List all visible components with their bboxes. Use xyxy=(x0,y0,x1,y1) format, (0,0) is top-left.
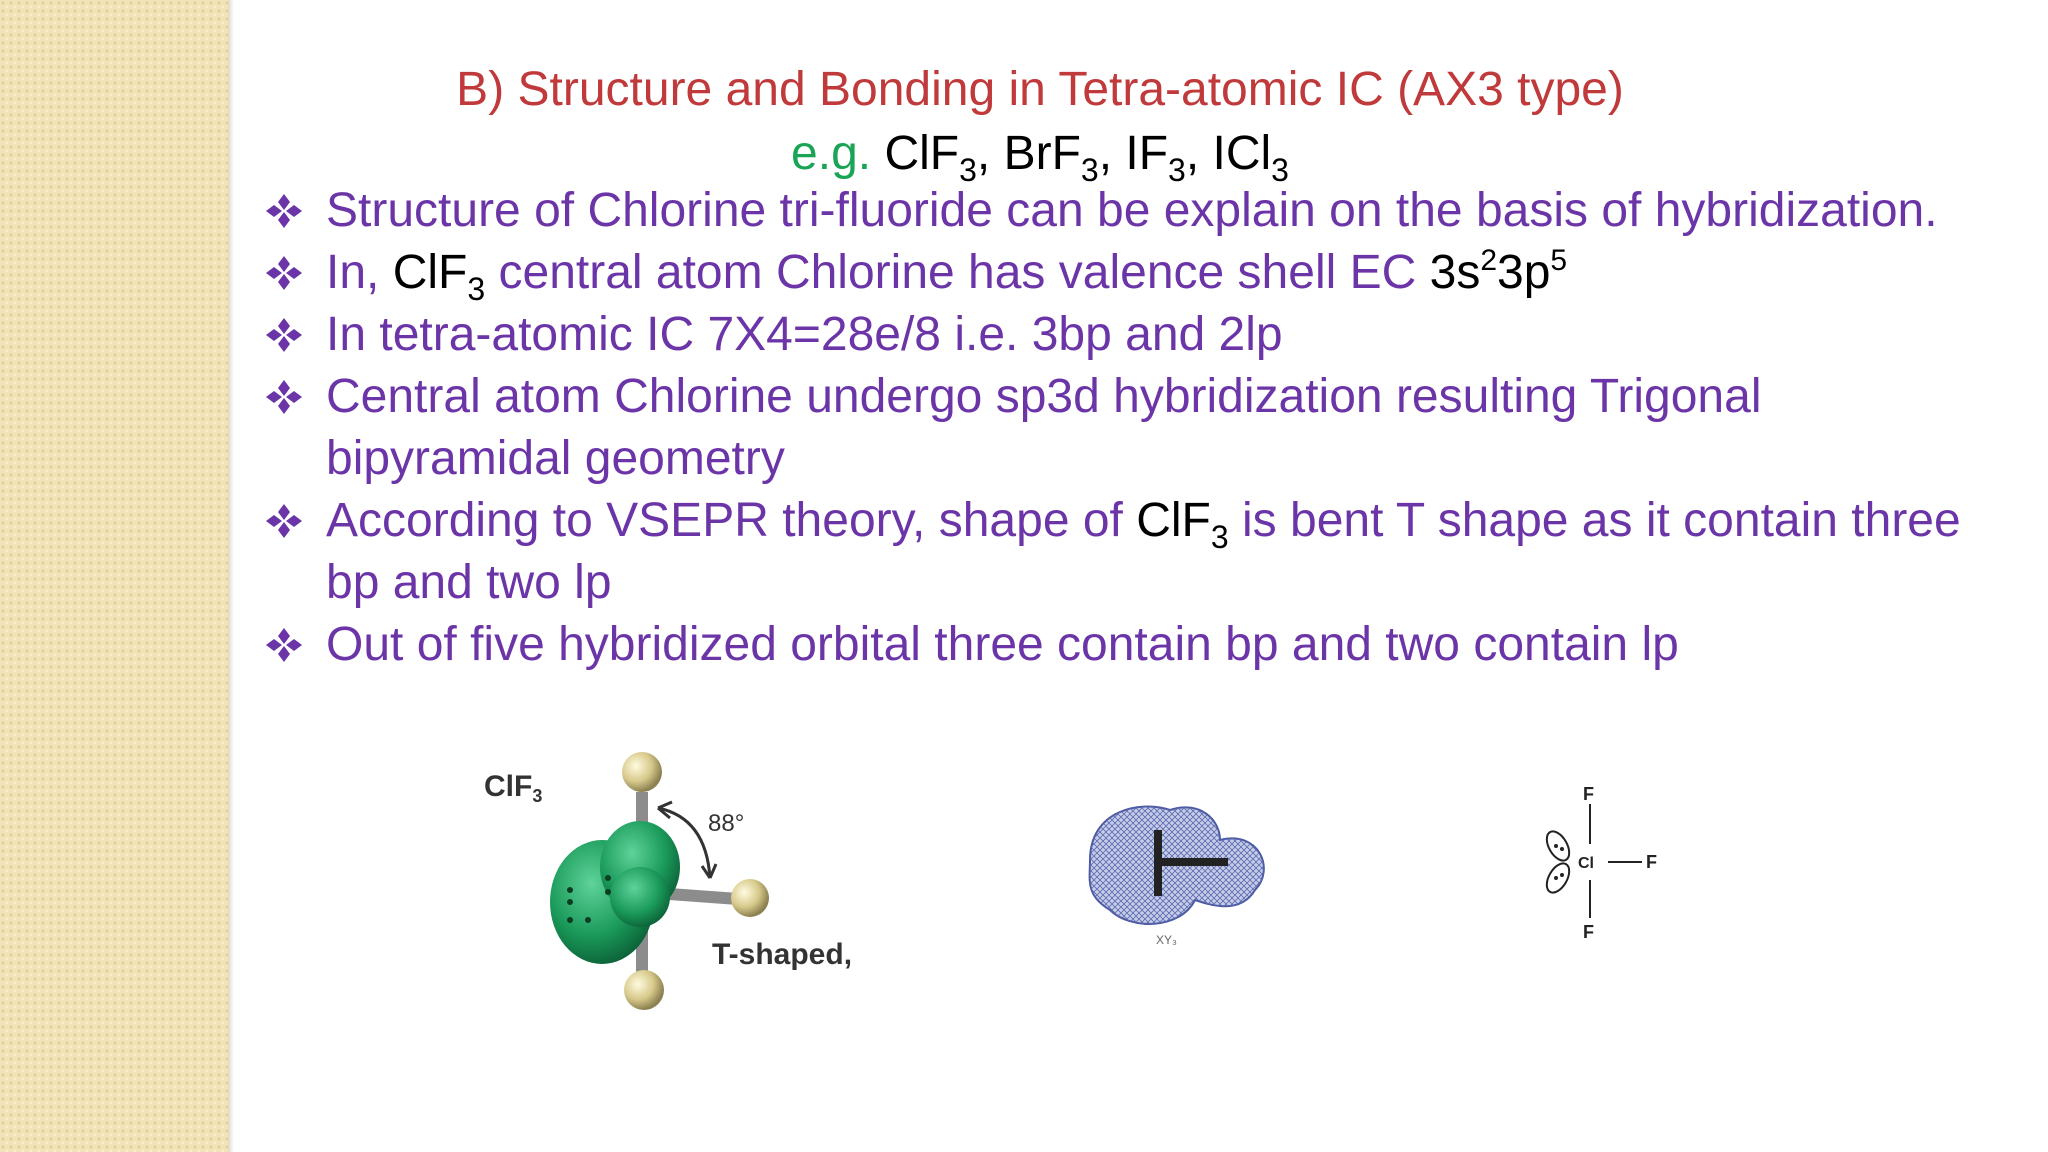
diamond-bullet-icon xyxy=(262,616,306,674)
example-1: ClF$_3$ xyxy=(884,127,977,188)
bullet-list xyxy=(262,180,2002,676)
electron-config: $3s^23p^5$ xyxy=(1429,244,1568,299)
bullet-6: Out of five hybridized orbital three contain bp and two contain lp xyxy=(262,614,2002,676)
formula-clf3: ClF$_3$ xyxy=(392,246,486,307)
example-2: BrF$_3$ xyxy=(1003,127,1099,188)
bullet-1: Structure of Chlorine tri-fluoride can be explain on the basis of hybridization. xyxy=(262,180,2002,242)
clf3-lewis-diagram xyxy=(1530,776,1680,946)
example-4: ICl$_3$ xyxy=(1212,127,1289,188)
angle-label: 88° xyxy=(708,810,745,837)
shape-label: T-shaped, xyxy=(712,938,853,971)
model-formula-label: ClF$_3$ xyxy=(484,770,543,806)
diamond-bullet-icon xyxy=(262,306,306,364)
example-3: $IF_3$ xyxy=(1125,127,1186,188)
lewis-right-f: F xyxy=(1646,852,1657,872)
sidebar-edge xyxy=(228,0,234,1152)
clf3-3d-model-image xyxy=(530,752,860,1032)
slide-title: B) Structure and Bonding in Tetra-atomic IC (AX3 type) xyxy=(456,63,1624,116)
decorative-sidebar xyxy=(0,0,231,1152)
bullet-5: According to VSEPR theory, shape of ClF$_3$ is bent T shape as it contain three bp and two lp xyxy=(262,490,2002,614)
mesh-caption: XY₃ xyxy=(1156,933,1177,947)
clf3-mesh-model-image xyxy=(1070,790,1270,950)
bullet-4: Central atom Chlorine undergo sp3d hybridization resulting Trigonal bipyramidal geometry xyxy=(262,366,2002,490)
examples-line: e.g. ClF$_3$, BrF$_3$, $IF_3$, ICl$_3$ xyxy=(791,127,1289,188)
lewis-center-cl: Cl xyxy=(1578,855,1594,872)
diamond-bullet-icon xyxy=(262,368,306,426)
diamond-bullet-icon xyxy=(262,492,306,550)
lewis-bottom-f: F xyxy=(1583,922,1594,942)
examples-prefix: e.g. xyxy=(791,127,872,180)
formula-clf3: ClF$_3$ xyxy=(1136,494,1229,555)
bullet-2: In, ClF$_3$ central atom Chlorine has valence shell EC $3s^23p^5$ xyxy=(262,242,2002,304)
lewis-top-f: F xyxy=(1583,784,1594,804)
bullet-3: In tetra-atomic IC 7X4=28e/8 i.e. 3bp and 2lp xyxy=(262,304,2002,366)
diamond-bullet-icon xyxy=(262,244,306,302)
diamond-bullet-icon xyxy=(262,182,306,240)
